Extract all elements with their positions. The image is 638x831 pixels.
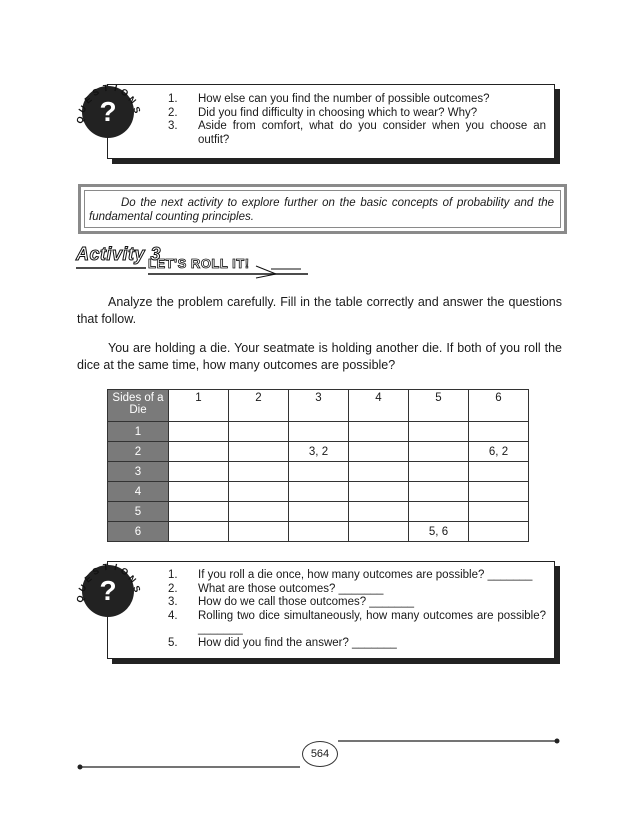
table-cell[interactable] — [349, 522, 409, 542]
column-header: 6 — [469, 390, 529, 422]
table-cell[interactable] — [349, 422, 409, 442]
table-cell[interactable] — [229, 522, 289, 542]
activity-header — [76, 244, 308, 280]
svg-text:N: N — [126, 573, 139, 585]
row-header: 5 — [108, 502, 169, 522]
svg-text:E: E — [82, 93, 94, 106]
table-cell[interactable] — [229, 502, 289, 522]
questions-icon — [72, 76, 144, 148]
table-cell[interactable] — [229, 462, 289, 482]
table-cell[interactable] — [169, 422, 229, 442]
table-cell[interactable] — [409, 482, 469, 502]
questions-list-1 — [168, 93, 546, 147]
table-row — [108, 502, 529, 522]
table-row — [108, 422, 529, 442]
table-cell[interactable] — [229, 442, 289, 462]
row-header: 3 — [108, 462, 169, 482]
column-header: 2 — [229, 390, 289, 422]
list-item: 3. Aside from comfort, what do you consider when you choose an outfit? — [168, 120, 546, 146]
table-cell[interactable] — [289, 422, 349, 442]
svg-text:O: O — [118, 86, 131, 99]
table-cell[interactable] — [169, 482, 229, 502]
table-cell[interactable] — [169, 522, 229, 542]
svg-text:U: U — [76, 582, 89, 594]
column-header: 3 — [289, 390, 349, 422]
table-cell[interactable] — [469, 482, 529, 502]
instructions-paragraph: Analyze the problem carefully. Fill in the table correctly and answer the questions that follow. — [77, 295, 562, 326]
question-mark-icon: ? — [99, 96, 117, 127]
list-item: 1. If you roll a die once, how many outcomes are possible? _______ — [168, 569, 533, 581]
table-cell[interactable] — [289, 522, 349, 542]
table-row — [108, 482, 529, 502]
table-cell[interactable] — [469, 522, 529, 542]
table-cell[interactable] — [349, 502, 409, 522]
column-header: 4 — [349, 390, 409, 422]
table-cell[interactable] — [229, 422, 289, 442]
table-cell[interactable] — [289, 462, 349, 482]
svg-text:S: S — [90, 565, 101, 578]
table-cell[interactable] — [409, 422, 469, 442]
list-item: 2. Did you find difficulty in choosing which to wear? Why? — [168, 106, 478, 119]
svg-text:Q: Q — [74, 593, 87, 604]
table-cell[interactable] — [409, 462, 469, 482]
table-cell[interactable] — [169, 442, 229, 462]
row-header: 1 — [108, 422, 169, 442]
table-cell[interactable] — [289, 502, 349, 522]
table-row — [108, 522, 529, 542]
activity-underline — [76, 244, 308, 280]
questions-arc-label — [72, 555, 144, 627]
question-mark-icon: ? — [99, 575, 117, 606]
svg-text:I: I — [113, 82, 119, 94]
svg-text:N: N — [126, 94, 139, 106]
activity-title: Activity 3 — [76, 244, 162, 264]
table-cell[interactable]: 5, 6 — [409, 522, 469, 542]
row-header: 2 — [108, 442, 169, 462]
table-cell[interactable] — [229, 482, 289, 502]
table-cell[interactable] — [289, 482, 349, 502]
svg-text:T: T — [102, 561, 109, 573]
note-text: Do the next activity to explore further on the basic concepts of probability and the fundamental counting principles. — [84, 190, 561, 228]
svg-text:O: O — [118, 565, 131, 578]
row-header: 4 — [108, 482, 169, 502]
row-header: 6 — [108, 522, 169, 542]
table-cell[interactable] — [169, 502, 229, 522]
questions-icon — [72, 555, 144, 627]
list-item: 1. How else can you find the number of possible outcomes? — [168, 93, 490, 105]
svg-text:S: S — [131, 105, 143, 115]
svg-text:Q: Q — [74, 114, 87, 125]
table-cell[interactable]: 3, 2 — [289, 442, 349, 462]
table-cell[interactable] — [349, 482, 409, 502]
table-row — [108, 442, 529, 462]
list-item: 4. Rolling two dice simultaneously, how many outcomes are possible?_______ — [168, 609, 546, 635]
questions-box-1 — [107, 84, 555, 159]
table-cell[interactable] — [349, 442, 409, 462]
table-cell[interactable] — [409, 502, 469, 522]
list-item: 2. What are those outcomes? _______ — [168, 582, 384, 595]
table-corner-header: Sides of a Die — [108, 390, 169, 422]
table-header-row — [108, 390, 529, 422]
questions-list-2 — [168, 569, 546, 650]
list-item: 3. How do we call those outcomes? _______ — [168, 596, 415, 608]
svg-text:S: S — [131, 584, 143, 594]
svg-text:S: S — [90, 86, 101, 99]
page-number: 564 — [302, 741, 338, 767]
table-cell[interactable] — [469, 422, 529, 442]
dice-outcomes-table — [107, 389, 529, 542]
table-row — [108, 462, 529, 482]
problem-paragraph: You are holding a die. Your seatmate is holding another die. If both of you roll the dice at the same time, how many outcomes are possible? — [77, 341, 562, 372]
table-cell[interactable]: 6, 2 — [469, 442, 529, 462]
svg-text:U: U — [76, 103, 89, 115]
activity-subtitle: LET'S ROLL IT! — [148, 256, 250, 271]
table-cell[interactable] — [469, 462, 529, 482]
svg-text:E: E — [82, 572, 94, 585]
list-item: 5. How did you find the answer? _______ — [168, 636, 397, 649]
table-cell[interactable] — [469, 502, 529, 522]
svg-text:I: I — [113, 561, 119, 573]
svg-text:T: T — [102, 82, 109, 94]
table-cell[interactable] — [349, 462, 409, 482]
note-box — [78, 184, 567, 234]
questions-arc-label — [72, 76, 144, 148]
column-header: 5 — [409, 390, 469, 422]
column-header: 1 — [169, 390, 229, 422]
table-cell[interactable] — [409, 442, 469, 462]
questions-box-2 — [107, 561, 555, 659]
table-cell[interactable] — [169, 462, 229, 482]
